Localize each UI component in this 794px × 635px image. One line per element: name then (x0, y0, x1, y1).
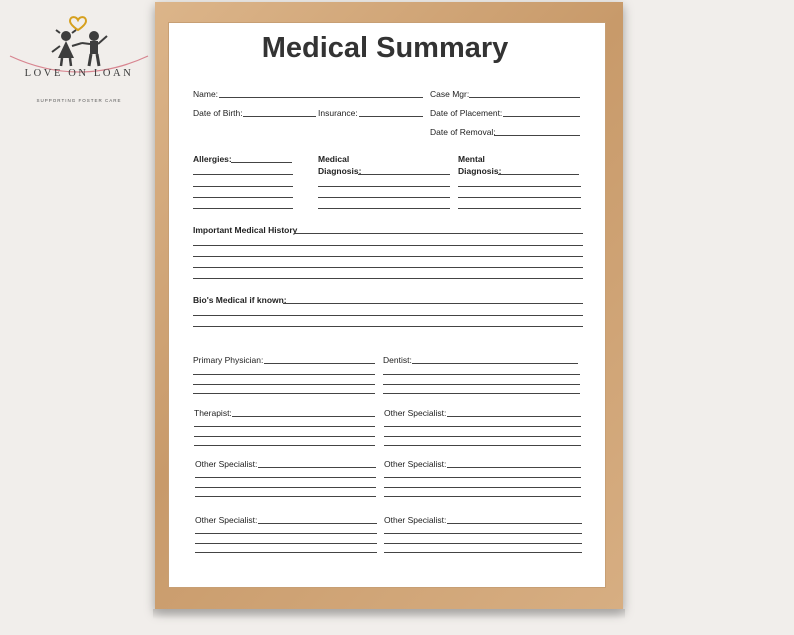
other-specialist-field[interactable] (447, 523, 582, 524)
removal-field[interactable] (494, 135, 580, 136)
therapist-label: Therapist: (194, 408, 232, 418)
other-specialist-field[interactable] (447, 416, 581, 417)
bio-medical-line[interactable] (193, 326, 583, 327)
other-specialist-label: Other Specialist: (195, 515, 258, 525)
dentist-line[interactable] (383, 374, 580, 375)
name-field[interactable] (219, 97, 423, 98)
other-specialist-line[interactable] (384, 445, 581, 446)
bio-medical-label: Bio's Medical if known: (193, 295, 287, 305)
primary-physician-line[interactable] (193, 374, 375, 375)
primary-physician-label: Primary Physician: (193, 355, 264, 365)
case-mgr-label: Case Mgr: (430, 89, 470, 99)
important-history-line[interactable] (193, 267, 583, 268)
important-history-label: Important Medical History (193, 225, 298, 235)
other-specialist-line[interactable] (384, 533, 582, 534)
dentist-line[interactable] (383, 393, 580, 394)
mental-diagnosis-label-1: Mental (458, 154, 485, 164)
insurance-field[interactable] (359, 116, 423, 117)
case-mgr-field[interactable] (469, 97, 580, 98)
page-title: Medical Summary (261, 32, 509, 64)
medical-diagnosis-label-2: Diagnosis: (318, 166, 362, 176)
other-specialist-line[interactable] (384, 543, 582, 544)
therapist-line[interactable] (194, 426, 375, 427)
insurance-label: Insurance: (318, 108, 358, 118)
allergies-line[interactable] (193, 174, 293, 175)
other-specialist-line[interactable] (384, 477, 581, 478)
therapist-field[interactable] (232, 416, 375, 417)
dentist-field[interactable] (412, 363, 578, 364)
placement-label: Date of Placement: (430, 108, 503, 118)
primary-physician-field[interactable] (264, 363, 375, 364)
dentist-line[interactable] (383, 384, 580, 385)
allergies-label: Allergies: (193, 154, 232, 164)
therapist-line[interactable] (194, 445, 375, 446)
allergies-line[interactable] (193, 197, 293, 198)
other-specialist-line[interactable] (384, 487, 581, 488)
other-specialist-line[interactable] (195, 477, 376, 478)
important-history-line[interactable] (193, 245, 583, 246)
important-history-line[interactable] (193, 256, 583, 257)
family-figures-icon (6, 6, 152, 104)
name-label: Name: (193, 89, 219, 99)
mental-diagnosis-field[interactable] (498, 174, 579, 175)
important-history-line[interactable] (193, 278, 583, 279)
removal-label: Date of Removal: (430, 127, 496, 137)
placement-field[interactable] (503, 116, 580, 117)
other-specialist-field[interactable] (447, 467, 581, 468)
logo-name: LOVE ON LOAN (24, 68, 134, 79)
other-specialist-field[interactable] (258, 523, 377, 524)
other-specialist-line[interactable] (195, 552, 377, 553)
medical-diagnosis-field[interactable] (358, 174, 450, 175)
allergies-field[interactable] (231, 162, 292, 163)
bio-medical-field[interactable] (283, 303, 583, 304)
allergies-line[interactable] (193, 186, 293, 187)
dob-label: Date of Birth: (193, 108, 243, 118)
medical-diagnosis-label-1: Medical (318, 154, 350, 164)
logo-tagline: SUPPORTING FOSTER CARE (36, 98, 122, 103)
medical-diagnosis-line[interactable] (318, 197, 450, 198)
dentist-label: Dentist: (383, 355, 412, 365)
other-specialist-line[interactable] (195, 496, 376, 497)
allergies-line[interactable] (193, 208, 293, 209)
brand-logo (6, 6, 152, 104)
other-specialist-line[interactable] (384, 436, 581, 437)
other-specialist-line[interactable] (195, 533, 377, 534)
medical-diagnosis-line[interactable] (318, 186, 450, 187)
therapist-line[interactable] (194, 436, 375, 437)
bio-medical-line[interactable] (193, 315, 583, 316)
dob-field[interactable] (243, 116, 316, 117)
other-specialist-line[interactable] (384, 552, 582, 553)
mental-diagnosis-line[interactable] (458, 208, 581, 209)
important-history-field[interactable] (295, 233, 583, 234)
other-specialist-label: Other Specialist: (384, 459, 447, 469)
other-specialist-line[interactable] (195, 487, 376, 488)
other-specialist-line[interactable] (384, 426, 581, 427)
other-specialist-label: Other Specialist: (384, 408, 447, 418)
other-specialist-label: Other Specialist: (384, 515, 447, 525)
primary-physician-line[interactable] (193, 393, 375, 394)
medical-diagnosis-line[interactable] (318, 208, 450, 209)
other-specialist-line[interactable] (384, 496, 581, 497)
primary-physician-line[interactable] (193, 384, 375, 385)
form-paper (168, 22, 606, 588)
other-specialist-field[interactable] (258, 467, 376, 468)
mental-diagnosis-label-2: Diagnosis: (458, 166, 502, 176)
mental-diagnosis-line[interactable] (458, 186, 581, 187)
mental-diagnosis-line[interactable] (458, 197, 581, 198)
other-specialist-label: Other Specialist: (195, 459, 258, 469)
other-specialist-line[interactable] (195, 543, 377, 544)
